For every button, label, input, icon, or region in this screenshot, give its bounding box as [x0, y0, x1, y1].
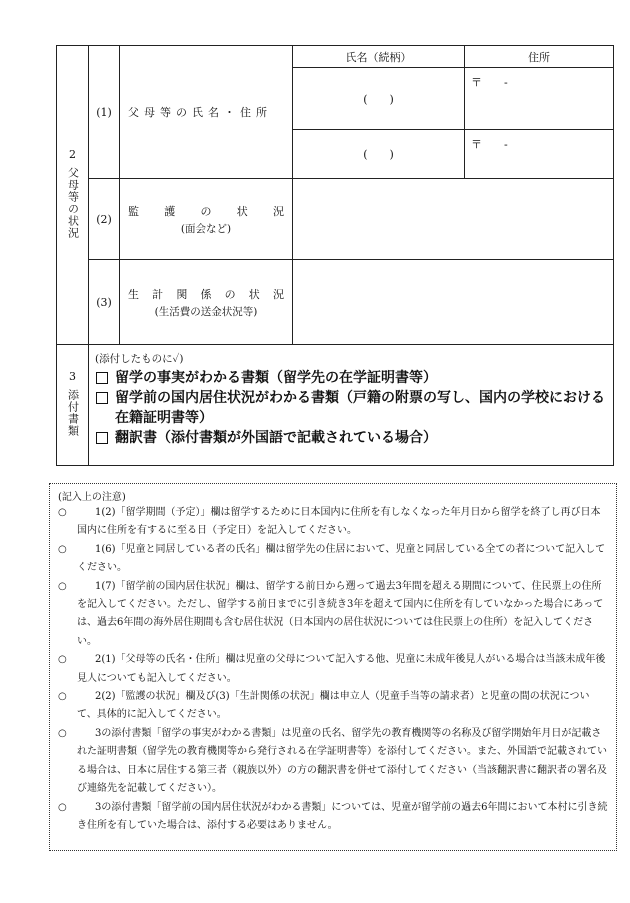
- row3-number: (3): [89, 260, 120, 345]
- postal-mark: 〒: [471, 76, 482, 89]
- bullet: ○: [58, 691, 67, 703]
- attachment-item[interactable]: 翻訳書（添付書類が外国語で記載されている場合）: [95, 428, 613, 448]
- custody-field[interactable]: [293, 179, 614, 260]
- checkbox[interactable]: [96, 392, 108, 404]
- parent1-name-field[interactable]: [293, 68, 465, 130]
- row2-label: 監 護 の 状 況: [128, 204, 284, 218]
- checkbox[interactable]: [96, 372, 108, 384]
- parent2-name-field[interactable]: [293, 130, 465, 179]
- section3-number: 3: [69, 370, 76, 383]
- header-address: 住所: [465, 46, 614, 68]
- row2-note: (面会など): [180, 222, 232, 235]
- postal-mark: 〒: [471, 138, 482, 151]
- postal-dash: -: [504, 76, 508, 89]
- bullet: ○: [58, 727, 67, 739]
- row3-note: (生活費の送金状況等): [154, 305, 258, 318]
- bullet: ○: [58, 580, 67, 592]
- note-item: ○ 1(7)「留学前の国内居住状況」欄は、留学する前日から遡って過去3年間を超える期間について、住民票上の住所を記入してください。ただし、留学する前日までに引き続き3年を超えて国内に住所を有していなかった場合にあっては、過去6年間の海外居住期間も含む居住状況（日本国内の居住状況については住民票上の住所）を記入してください。: [58, 578, 608, 652]
- section2-number: 2: [69, 148, 76, 161]
- notes-box: [49, 483, 617, 851]
- note-item: ○ 1(6)「児童と同居している者の氏名」欄は留学先の住居において、児童と同居している全ての者について記入してください。: [58, 541, 608, 578]
- parent2-address-field[interactable]: [465, 130, 614, 179]
- row1-label-cell: [120, 46, 293, 179]
- note-item: ○ 3の添付書類「留学前の国内居住状況がわかる書類」については、児童が留学前の過去6年間において本村に引き続き住所を有していた場合は、添付する必要はありません。: [58, 799, 608, 836]
- note-item: ○ 2(1)「父母等の氏名・住所」欄は児童の父母について記入する他、児童に未成年後見人がいる場合は当該未成年後見人についても記入してください。: [58, 651, 608, 688]
- row2-number: (2): [89, 179, 120, 260]
- row1-label: 父母等の氏名・住所: [128, 106, 272, 119]
- form-table: [56, 45, 614, 466]
- bullet: ○: [58, 543, 67, 555]
- note-item: ○ 3の添付書類「留学の事実がわかる書類」は児童の氏名、留学先の教育機関等の名称及び留学開始年月日が記載された証明書類（留学先の教育機関等から発行される在学証明書等）を添付してください。また、外国語で記載されている場合は、日本に居住する第三者（親族以外）の方の翻訳書を併せて添付してください（当該翻訳書に翻訳者の署名及び連絡先を記載してください）。: [58, 725, 608, 799]
- checkbox[interactable]: [96, 432, 108, 444]
- row3-label: 生 計 関 係 の 状 況: [128, 287, 284, 301]
- attachment-item[interactable]: 留学の事実がわかる書類（留学先の在学証明書等）: [95, 368, 613, 388]
- bullet: ○: [58, 801, 67, 813]
- row2-label-cell: [120, 179, 293, 260]
- row3-label-cell: [120, 260, 293, 345]
- livelihood-field[interactable]: [293, 260, 614, 345]
- note-item: ○ 2(2)「監護の状況」欄及び(3)「生計関係の状況」欄は申立人（児童手当等の請求者）と児童の間の状況について、具体的に記入してください。: [58, 688, 608, 725]
- attachments-cell: [89, 345, 614, 466]
- section3-heading: [57, 345, 89, 466]
- attachment-item[interactable]: 留学前の国内居住状況がわかる書類（戸籍の附票の写し、国内の学校における在籍証明書等）: [95, 388, 613, 428]
- parent1-relation: ( ): [363, 92, 394, 106]
- notes-title: (記入上の注意): [58, 492, 126, 503]
- postal-dash: -: [504, 138, 508, 151]
- bullet: ○: [58, 507, 67, 518]
- parent1-address-field[interactable]: [465, 68, 614, 130]
- note-item: ○ 1(2)「留学期間（予定）」欄は留学するために日本国内に住所を有しなくなった年月日から留学を終了し再び日本国内に住所を有するに至る日（予定日）を記入してください。: [58, 504, 608, 541]
- header-name: 氏名（続柄）: [293, 46, 465, 68]
- attachments-instruction: (添付したものに✓): [95, 353, 184, 365]
- section3-title: 添付書類: [66, 389, 80, 437]
- parent2-relation: ( ): [363, 148, 394, 161]
- bullet: ○: [58, 654, 67, 666]
- row1-number: (1): [89, 46, 120, 179]
- section2-title: 父母等の状況: [66, 167, 80, 239]
- section2-heading: [57, 46, 89, 345]
